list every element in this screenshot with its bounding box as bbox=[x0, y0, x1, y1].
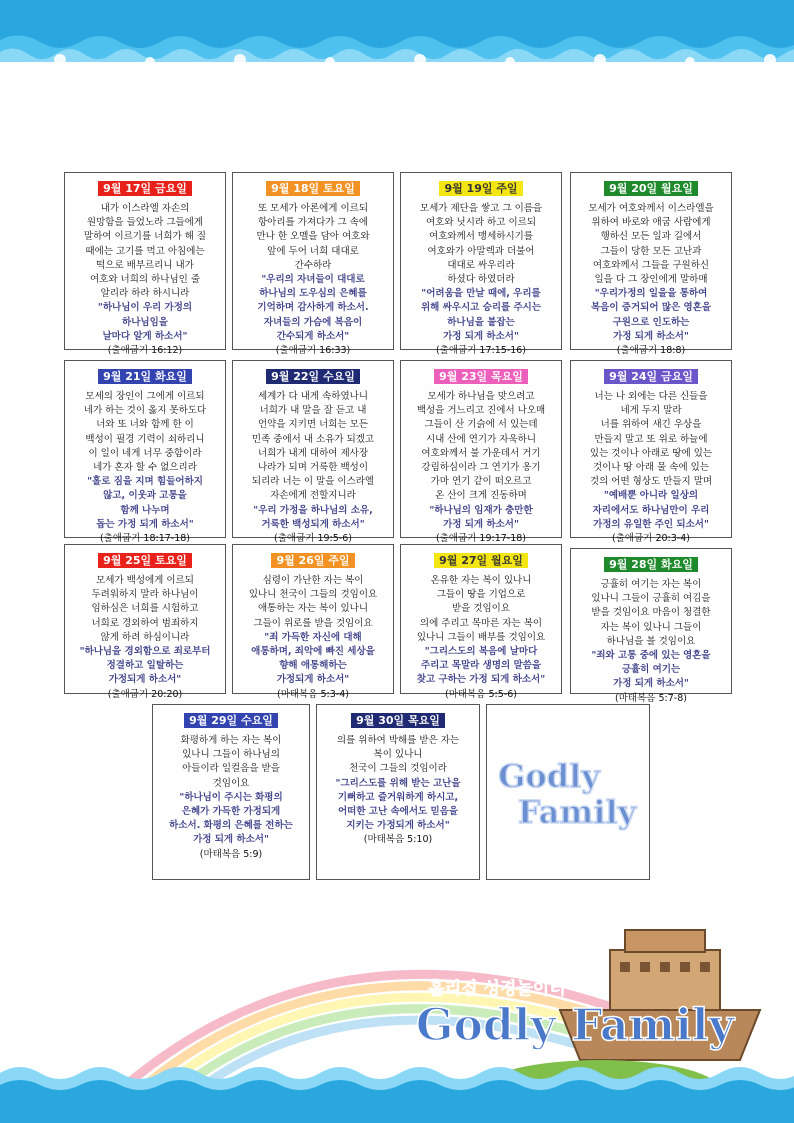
card-prayer-text: "죄와 고통 중에 있는 영혼을 긍휼히 여기는 가정 되게 하소서" bbox=[591, 650, 711, 690]
card-prayer-text: "우리 가정을 하나님의 소유, 거룩한 백성되게 하소서" bbox=[253, 504, 373, 530]
top-wave-decoration bbox=[0, 0, 794, 90]
devotion-card bbox=[400, 360, 562, 545]
card-reference: (출애굽기 18:17-18) bbox=[99, 533, 191, 545]
card-prayer-text: "하나님이 주시는 화평의 은혜가 가득한 가정되게 하소서. 화평의 은혜를 전하는 가정 되게 하소서" bbox=[169, 791, 293, 846]
devotion-card bbox=[64, 544, 226, 700]
card-reference: (출애굽기 20:3-4) bbox=[612, 533, 690, 545]
card-scripture-text: 모세가 여호와께서 이스라엘을 위하여 바로와 애굽 사람에게 행하신 모든 일과 길에서 그들이 당한 모든 고난과 여호와께서 그들을 구원하신 일을 다 그 장인에게 말하매 bbox=[588, 203, 714, 286]
card-scripture-text: 내가 이스라엘 자손의 원망함을 들었노라 그들에게 말하여 이르기를 너희가 해 질 때에는 고기를 먹고 아침에는 떡으로 배부르리니 내가 여호와 너희의 하나님인 줄 알리라 하라 하시니라 bbox=[83, 203, 207, 300]
card-prayer-text: "예배뿐 아니라 일상의 자리에서도 하나님만이 우리 가정의 유일한 주인 되소서" bbox=[592, 490, 710, 530]
godly-family-logo bbox=[487, 705, 649, 879]
devotion-card bbox=[64, 360, 226, 545]
card-reference: (출애굽기 16:33) bbox=[275, 345, 351, 357]
card-reference: (출애굽기 19:5-6) bbox=[274, 533, 352, 545]
devotion-card bbox=[400, 172, 562, 357]
card-prayer-text: "우리의 자녀들이 대대로 하나님의 도우심의 은혜를 기억하며 감사하게 하소서. 자녀들의 가슴에 복음이 간수되게 하소서" bbox=[257, 274, 369, 342]
card-scripture-text: 모세가 하나님을 맞으려고 백성을 거느리고 진에서 나오매 그들이 산 기슭에 서 있는데 시내 산에 연기가 자욱하니 여호와께서 불 가운데서 거기 강림하심이라 그 연기가 옹기 가마 연기 같이 떠오르고 온 산이 크게 진동하며 bbox=[416, 391, 546, 502]
devotion-card bbox=[232, 360, 394, 545]
banner-title: Godly Family bbox=[415, 1000, 735, 1051]
card-scripture-text: 심령이 가난한 자는 복이 있나니 천국이 그들의 것임이요 애통하는 자는 복이 있나니 그들이 위로를 받을 것임이요 bbox=[248, 575, 378, 629]
card-date-badge: 9월 21일 화요일 bbox=[98, 369, 192, 384]
card-reference: (출애굽기 18:8) bbox=[616, 345, 686, 357]
card-prayer-text: "하나님을 경외함으로 죄로부터 정결하고 일탈하는 가정되게 하소서" bbox=[79, 646, 211, 686]
card-reference: (출애굽기 19:17-18) bbox=[435, 533, 527, 545]
card-reference: (출애굽기 17:15-16) bbox=[435, 345, 527, 357]
card-date-badge: 9월 20일 월요일 bbox=[604, 181, 698, 196]
devotion-card bbox=[64, 172, 226, 357]
devotion-card bbox=[316, 704, 480, 880]
devotion-card bbox=[570, 360, 732, 545]
devotion-card bbox=[232, 544, 394, 700]
banner-subtitle: 홀리집 성경놀이터 bbox=[428, 979, 566, 999]
card-date-badge: 9월 19일 주일 bbox=[439, 181, 522, 196]
card-reference: (마태복음 5:5-6) bbox=[445, 688, 517, 700]
card-scripture-text: 모세가 제단을 쌓고 그 이름을 여호와 닛시라 하고 이르되 여호와께서 맹세하시기를 여호와가 아말렉과 더불어 대대로 싸우리라 하셨다 하였더라 bbox=[419, 203, 543, 286]
card-date-badge: 9월 22일 수요일 bbox=[266, 369, 360, 384]
card-reference: (출애굽기 16:12) bbox=[107, 345, 183, 357]
card-prayer-text: "그리스도의 복음에 날마다 주리고 목말라 생명의 말씀을 찾고 구하는 가정 되게 하소서" bbox=[416, 646, 546, 686]
card-prayer-text: "홀로 짐을 지며 힘들어하지 않고, 이웃과 고통을 함께 나누며 돕는 가정 되게 하소서" bbox=[87, 476, 203, 530]
devotion-card bbox=[152, 704, 310, 880]
logo-line1: Godly bbox=[498, 757, 600, 795]
logo-line2: Family bbox=[517, 793, 637, 831]
devotion-card bbox=[570, 172, 732, 357]
card-scripture-text: 또 모세가 아론에게 이르되 항아리를 가져다가 그 속에 만나 한 오멜을 담아 여호와 앞에 두어 너희 대대로 간수하라 bbox=[256, 203, 370, 271]
card-scripture-text: 모세의 장인이 그에게 이르되 네가 하는 것이 옳지 못하도다 너와 또 너와 함께 한 이 백성이 필경 기력이 쇠하리니 이 일이 네게 너무 중함이라 네가 혼자 할 수 없으리라 bbox=[83, 391, 207, 474]
card-date-badge: 9월 28일 화요일 bbox=[604, 557, 698, 572]
card-prayer-text: "하나님의 임재가 충만한 가정 되게 하소서" bbox=[429, 504, 533, 530]
card-reference: (출애굽기 20:20) bbox=[107, 688, 183, 700]
card-reference: (마태복음 5:9) bbox=[199, 848, 263, 860]
card-date-badge: 9월 25일 토요일 bbox=[98, 553, 192, 568]
card-scripture-text: 긍휼히 여기는 자는 복이 있나니 그들이 긍휼히 여김을 받을 것임이요 마음이 청결한 자는 복이 있나니 그들이 하나님을 볼 것임이요 bbox=[591, 579, 711, 647]
godly-family-logo-box bbox=[486, 704, 650, 880]
card-reference: (마태복음 5:10) bbox=[363, 834, 433, 846]
card-prayer-text: "하나님이 우리 가정의 하나님임을 날마다 알게 하소서" bbox=[97, 302, 193, 342]
card-scripture-text: 의를 위하여 박해를 받은 자는 복이 있나니 천국이 그들의 것임이라 bbox=[336, 735, 460, 775]
devotion-card bbox=[400, 544, 562, 700]
card-scripture-text: 모세가 백성에게 이르되 두려워하지 말라 하나님이 임하심은 너희를 시험하고 너희로 경외하여 범죄하지 않게 하려 하심이니라 bbox=[91, 575, 199, 643]
card-date-badge: 9월 17일 금요일 bbox=[98, 181, 192, 196]
card-date-badge: 9월 30일 목요일 bbox=[351, 713, 445, 728]
card-prayer-text: "어려움을 만날 때에, 우리를 위해 싸우시고 승리를 주시는 하나님을 붙잡는 가정 되게 하소서" bbox=[420, 288, 542, 342]
card-date-badge: 9월 23일 목요일 bbox=[434, 369, 528, 384]
card-prayer-text: "그리스도를 위해 받는 고난을 기뻐하고 즐거워하게 하시고, 어떠한 고난 속에서도 믿음을 지키는 가정되게 하소서" bbox=[335, 777, 461, 832]
card-date-badge: 9월 27일 월요일 bbox=[434, 553, 528, 568]
card-reference: (마태복음 5:3-4) bbox=[277, 688, 349, 700]
card-date-badge: 9월 18일 토요일 bbox=[266, 181, 360, 196]
card-date-badge: 9월 26일 주일 bbox=[271, 553, 354, 568]
card-scripture-text: 화평하게 하는 자는 복이 있나니 그들이 하나님의 아들이라 일컬음을 받을 것임이요 bbox=[180, 735, 282, 789]
card-scripture-text: 세계가 다 내게 속하였나니 너희가 내 말을 잘 듣고 내 언약을 지키면 너희는 모든 민족 중에서 내 소유가 되겠고 너희가 내게 대하여 제사장 나라가 되며 거룩한 백성이 되리라 너는 이 말을 이스라엘 자손에게 전할지니라 bbox=[251, 391, 375, 502]
bottom-wave-decoration bbox=[0, 1053, 794, 1123]
card-date-badge: 9월 29일 수요일 bbox=[184, 713, 278, 728]
card-scripture-text: 온유한 자는 복이 있나니 그들이 땅을 기업으로 받을 것임이요 의에 주리고 목마른 자는 복이 있나니 그들이 배부를 것임이요 bbox=[416, 575, 546, 643]
card-prayer-text: "죄 가득한 자신에 대해 애통하며, 죄악에 빠진 세상을 향해 애통해하는 가정되게 하소서" bbox=[251, 631, 375, 686]
card-date-badge: 9월 24일 금요일 bbox=[604, 369, 698, 384]
card-prayer-text: "우리가정의 일을을 통하여 복음이 증거되어 많은 영혼을 구원으로 인도하는 가정 되게 하소서" bbox=[590, 288, 712, 342]
devotion-card bbox=[232, 172, 394, 357]
card-scripture-text: 너는 나 외에는 다른 신들을 네게 두지 말라 너를 위하여 새긴 우상을 만들지 말고 또 위로 하늘에 있는 것이나 아래로 땅에 있는 것이나 땅 아래 물 속에 있는 것의 어떤 형상도 만들지 말며 bbox=[589, 391, 713, 488]
card-reference: (마태복음 5:7-8) bbox=[615, 692, 687, 704]
devotion-card bbox=[570, 548, 732, 704]
